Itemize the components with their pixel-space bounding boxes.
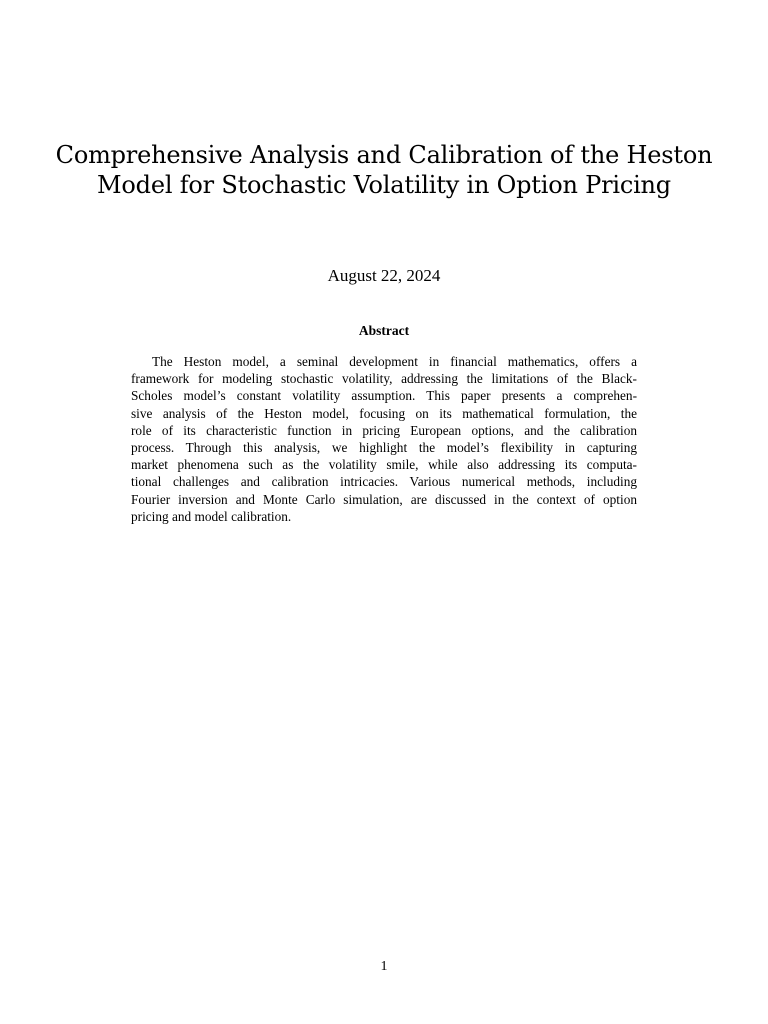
abstract-line: framework for modeling stochastic volatility, addressing the limitations of the Black- <box>131 371 637 387</box>
paper-title-line-2: Model for Stochastic Volatility in Option Pricing <box>97 171 671 199</box>
abstract-line: process. Through this analysis, we highlight the model’s flexibility in capturing <box>131 440 637 456</box>
page-number: 1 <box>380 959 388 974</box>
paper-title-line-1: Comprehensive Analysis and Calibration of the Heston <box>55 141 713 169</box>
paper-title <box>0 140 768 200</box>
abstract-line: The Heston model, a seminal development in financial mathematics, offers a <box>152 354 637 369</box>
abstract-heading: Abstract <box>358 323 410 338</box>
paper-date: August 22, 2024 <box>327 266 441 285</box>
abstract-body <box>131 353 637 525</box>
abstract-line: Scholes model’s constant volatility assumption. This paper presents a comprehen- <box>131 388 637 404</box>
abstract-line: market phenomena such as the volatility smile, while also addressing its computa- <box>131 457 637 473</box>
abstract-line: Fourier inversion and Monte Carlo simulation, are discussed in the context of option <box>131 491 637 507</box>
abstract-line: role of its characteristic function in pricing European options, and the calibration <box>131 422 637 438</box>
abstract-line: sive analysis of the Heston model, focusing on its mathematical formulation, the <box>131 405 637 421</box>
abstract-line: pricing and model calibration. <box>131 508 292 524</box>
abstract-line: tional challenges and calibration intricacies. Various numerical methods, including <box>131 474 637 490</box>
